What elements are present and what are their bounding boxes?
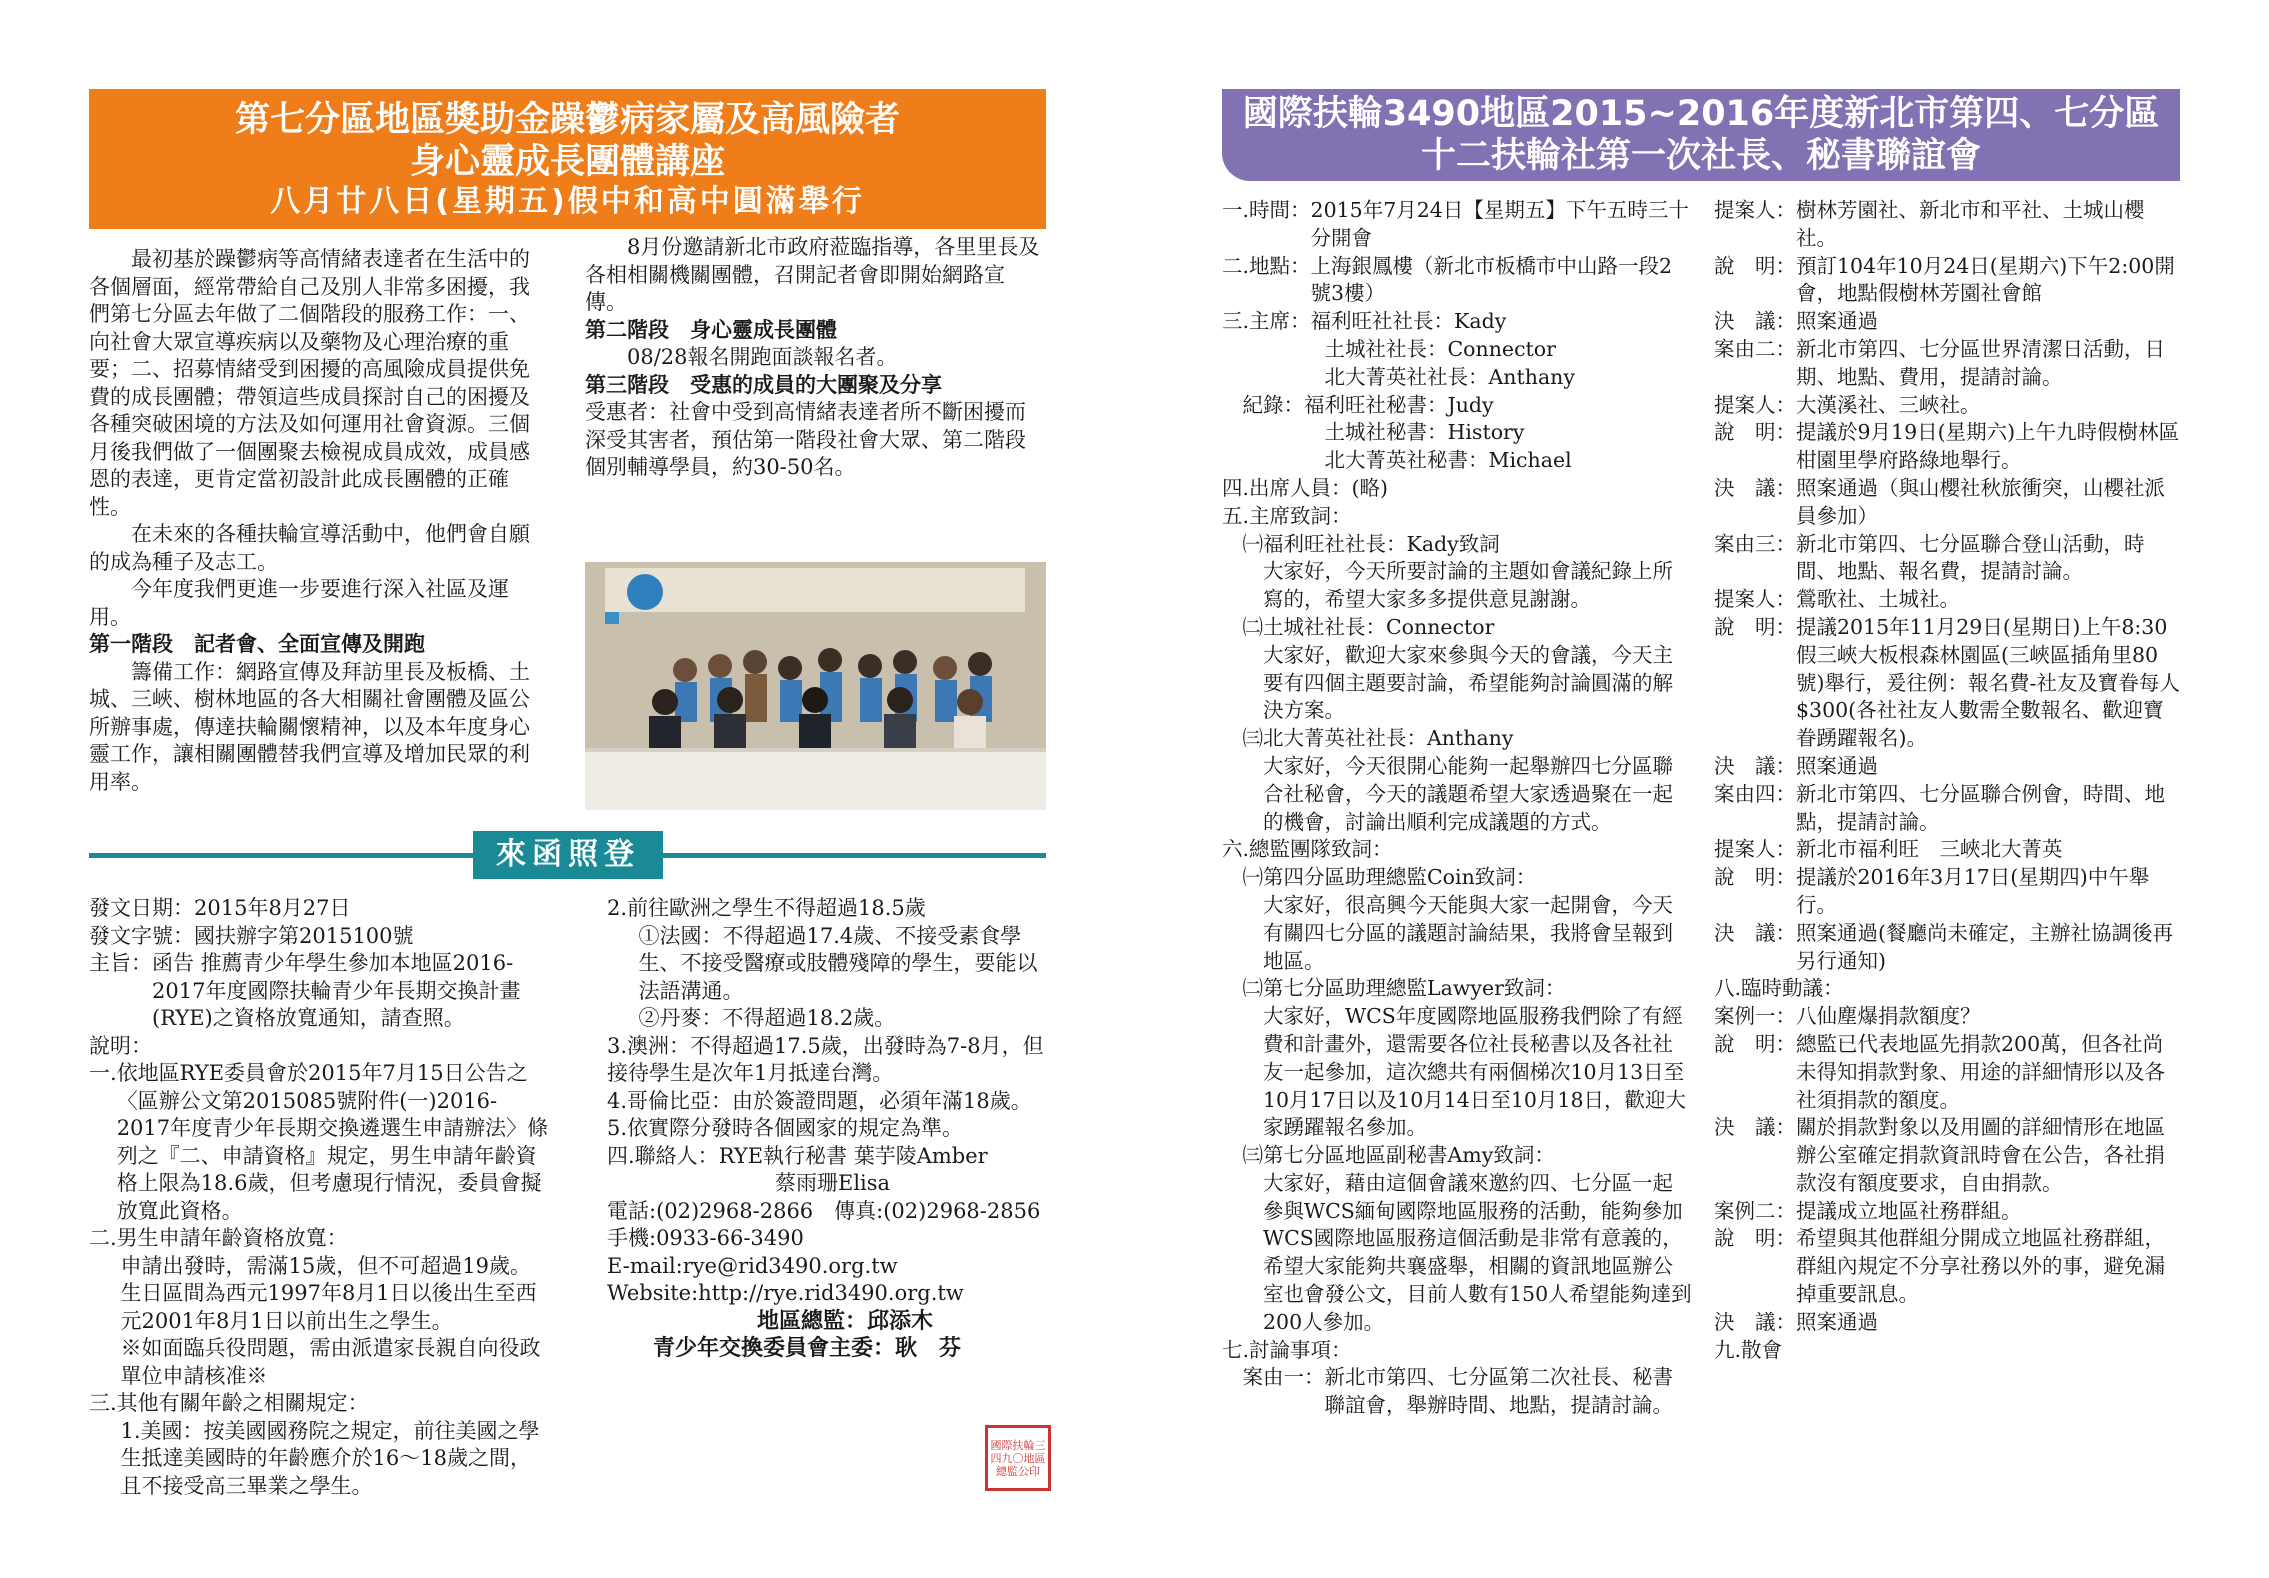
- meeting-line: [1222, 475, 1692, 503]
- meeting-banner: [1222, 89, 2180, 181]
- letter-subitem: ②丹麥：不得超過18.2歲。: [638, 1006, 896, 1030]
- meeting-line: [1714, 475, 2182, 531]
- meeting-line-key: 說 明：: [1714, 865, 1796, 890]
- letter-subject-key: 主旨：: [89, 951, 152, 975]
- article-heading: 第二階段 身心靈成長團體: [585, 317, 837, 342]
- article-column-2: [585, 234, 1046, 482]
- meeting-line-key: 三.主席：: [1222, 309, 1311, 334]
- meeting-line: [1222, 253, 1692, 309]
- meeting-line: [1714, 253, 2182, 309]
- letter-item: 二.男生申請年齡資格放寬：: [89, 1226, 348, 1250]
- meeting-line-key: 說 明：: [1714, 614, 1796, 639]
- article-paragraph: 今年度我們更進一步要進行深入社區及運用。: [89, 577, 509, 629]
- meeting-line: [1714, 1198, 2182, 1226]
- meeting-line: [1222, 1003, 1692, 1142]
- meeting-line-text: [1393, 836, 1692, 864]
- meeting-line-key: 說 明：: [1714, 1226, 1796, 1251]
- meeting-line-key: 案由四：: [1714, 781, 1796, 806]
- meeting-line: [1714, 781, 2182, 837]
- meeting-line-text: 提議於2016年3月17日(星期四)中午舉行。: [1796, 865, 2150, 917]
- meeting-line: [1222, 614, 1692, 642]
- meeting-line: [1714, 836, 2182, 864]
- meeting-line-key: 說 明：: [1714, 1031, 1796, 1056]
- meeting-line: [1222, 503, 1692, 531]
- meeting-line-key: [1222, 558, 1263, 614]
- group-photo-illustration: [585, 562, 1046, 810]
- meeting-column-2: [1714, 197, 2182, 1364]
- article-title-line1: 第七分區地區獎助金躁鬱病家屬及高風險者: [234, 100, 900, 140]
- meeting-column-1: [1222, 197, 1692, 1420]
- meeting-line: [1222, 642, 1692, 725]
- meeting-line: [1222, 892, 1692, 975]
- meeting-line: [1714, 392, 2182, 420]
- meeting-line: [1714, 920, 2182, 976]
- meeting-line-key: 七.討論事項：: [1222, 1337, 1352, 1362]
- meeting-line-text: 鶯歌社、土城社。: [1796, 587, 1960, 612]
- meeting-line-text: 新北市第四、七分區世界清潔日活動，日期、地點、費用，提請討論。: [1796, 336, 2165, 389]
- meeting-line-key: 紀錄：: [1222, 392, 1304, 417]
- meeting-line-text: 關於捐款對象以及用圖的詳細情形在地區辦公室確定捐款資訊時會在公告，各社捐款沒有額度要求，自由捐款。: [1796, 1115, 2165, 1195]
- letter-ref: 發文字號：國扶辦字第2015100號: [89, 923, 414, 948]
- official-seal-text: 國際扶輪三四九〇地區總監公印: [990, 1438, 1046, 1478]
- article-paragraph: 8月份邀請新北市政府蒞臨指導，各里里長及各相相關機關團體，召開記者會即開始網路宣傳。: [585, 235, 1040, 314]
- meeting-line: [1714, 753, 2182, 781]
- meeting-line: [1222, 419, 1692, 447]
- article-paragraph: 受惠者：社會中受到高情緒表達者所不斷困擾而深受其害者，預估第一階段社會大眾、第二階段個別輔導學員，約30-50名。: [585, 400, 1026, 479]
- meeting-line: [1222, 308, 1692, 336]
- meeting-line-text: 大家好，今天很開心能夠一起舉辦四七分區聯合社秘會，今天的議題希望大家透過聚在一起的機會，討論出順利完成議題的方式。: [1263, 753, 1673, 834]
- meeting-line-text: 福利旺社秘書：Judy: [1304, 392, 1494, 417]
- meeting-line-key: 決 議：: [1714, 1115, 1796, 1140]
- meeting-line-text: (略): [1351, 475, 1389, 500]
- letter-subject: [89, 950, 549, 1033]
- letter-subject-text: 函告 推薦青少年學生參加本地區2016-2017年度國際扶輪青少年長期交換計畫(RYE)之資格放寬通知，請查照。: [152, 951, 521, 1030]
- letter-desc-label: 說明：: [89, 1033, 152, 1058]
- meeting-line-key: 決 議：: [1714, 309, 1796, 334]
- meeting-line: [1714, 586, 2182, 614]
- meeting-title-line2: 十二扶輪社第一次社長、秘書聯誼會: [1420, 136, 1981, 176]
- letter-item: [89, 1060, 549, 1225]
- article-title-line2: 身心靈成長團體講座: [409, 142, 725, 182]
- meeting-line: [1222, 1337, 1692, 1365]
- meeting-line-key: 決 議：: [1714, 475, 1796, 500]
- meeting-line-text: 照案通過(餐廳尚未確定，主辦社協調後再另行通知): [1796, 920, 2173, 973]
- meeting-line-text: 第七分區地區副秘書Amy致詞：: [1263, 1143, 1555, 1168]
- meeting-line-key: [1222, 336, 1325, 364]
- meeting-line-text: 大家好，今天所要討論的主題如會議紀錄上所寫的，希望大家多多提供意見謝謝。: [1263, 559, 1673, 612]
- meeting-line: [1714, 1114, 2182, 1197]
- meeting-line: [1714, 336, 2182, 392]
- meeting-line-text: 福利旺社社長：Kady: [1310, 309, 1507, 334]
- meeting-line: [1714, 419, 2182, 475]
- letter-contact-name: 蔡雨珊Elisa: [775, 1171, 891, 1195]
- meeting-line: [1222, 336, 1692, 364]
- meeting-line-key: [1222, 892, 1263, 975]
- letter-subitem: 3.澳洲：不得超過17.5歲，出發時為7-8月，但接待學生是次年1月抵達台灣。: [607, 1033, 1044, 1085]
- meeting-line-text: 土城社社長：Connector: [1324, 336, 1556, 361]
- meeting-line: [1714, 308, 2182, 336]
- letter-signature-chair: 青少年交換委員會主委：耿 芬: [653, 1336, 962, 1361]
- meeting-line-key: 八.臨時動議：: [1714, 976, 1844, 1001]
- meeting-line: [1222, 392, 1692, 420]
- meeting-line: [1222, 447, 1692, 475]
- meeting-line-key: 案由一：: [1222, 1365, 1325, 1390]
- meeting-line-text: 上海銀鳳樓（新北市板橋市中山路一段2號3樓）: [1310, 253, 1673, 306]
- meeting-line: [1714, 1309, 2182, 1337]
- meeting-line-key: 案例一：: [1714, 1004, 1796, 1029]
- meeting-line-key: 四.出席人員：: [1222, 475, 1352, 500]
- meeting-line-text: 大漢溪社、三峽社。: [1796, 392, 1981, 417]
- article-paragraph: 最初基於躁鬱病等高情緒表達者在生活中的各個層面，經常帶給自己及別人非常多困擾，我們第七分區去年做了二個階段的服務工作：一、向社會大眾宣導疾病以及藥物及心理治療的重要；二、招募情緒受到困擾的高風險成員提供免費的成長團體；帶領這些成員探討自己的困擾及各種突破困境的方法及如何運用社會資源。三個月後我們做了一個團聚去檢視成員成效，成員感恩的表達，更肯定當初設計此成長團體的正確性。: [89, 247, 530, 519]
- meeting-line: [1222, 975, 1692, 1003]
- meeting-line-key: [1222, 753, 1263, 836]
- letter-email: E-mail:rye@rid3490.org.tw: [607, 1253, 898, 1278]
- meeting-line-key: 提案人：: [1714, 837, 1796, 862]
- meeting-line-text: 提議於9月19日(星期六)上午九時假樹林區柑園里學府路綠地舉行。: [1796, 420, 2180, 473]
- meeting-line-key: 說 明：: [1714, 420, 1796, 445]
- letter-subitem: ①法國：不得超過17.4歲、不接受素食學生、不接受醫療或肢體殘障的學生，要能以法語溝通。: [638, 923, 1038, 1003]
- meeting-line-key: [1222, 364, 1325, 392]
- meeting-line-text: [1782, 1337, 2182, 1365]
- meeting-line-text: 福利旺社社長：Kady致詞: [1263, 531, 1500, 556]
- meeting-line-text: [1844, 975, 2182, 1003]
- meeting-line-text: 預訂104年10月24日(星期六)下午2:00開會，地點假樹林芳園社會館: [1796, 253, 2175, 306]
- article-heading: 第一階段 記者會、全面宣傳及開跑: [89, 632, 425, 656]
- meeting-line-text: 大家好，藉由這個會議來邀約四、七分區一起參與WCS緬甸國際地區服務的活動，能夠參加WCS國際地區服務這個活動是非常有意義的，希望大家能夠共襄盛舉，相關的資訊地區辦公室也會發公文，目前人數有150人希望能夠達到200人參加。: [1263, 1170, 1692, 1334]
- article-paragraph: 籌備工作：網路宣傳及拜訪里長及板橋、土城、三峽、樹林地區的各大相關社會團體及區公所辦事處，傳達扶輪關懷精神，以及本年度身心靈工作，讓相關團體替我們宣導及增加民眾的利用率。: [89, 659, 530, 794]
- meeting-line: [1222, 1142, 1692, 1170]
- letter-item: 三.其他有關年齡之相關規定：: [89, 1391, 369, 1415]
- letter-subitem: 申請出發時，需滿15歲，但不可超過19歲。: [120, 1253, 531, 1278]
- meeting-line-key: 說 明：: [1714, 253, 1796, 278]
- meeting-line-text: 八仙塵爆捐款額度？: [1796, 1004, 1981, 1029]
- meeting-line-key: [1222, 447, 1325, 475]
- meeting-line-key: 案由二：: [1714, 336, 1796, 361]
- letter-column-1: [89, 895, 549, 1500]
- meeting-line: [1714, 614, 2182, 753]
- letter-item-key: 一.: [89, 1061, 117, 1085]
- letter-column-2: [607, 895, 1047, 1363]
- meeting-line-text: 照案通過: [1796, 309, 1878, 334]
- meeting-line: [1222, 197, 1692, 253]
- meeting-line-key: ㈡: [1222, 976, 1263, 1001]
- meeting-line-text: 大家好，WCS年度國際地區服務我們除了有經費和計畫外，還需要各位社長秘書以及各社社友一起參加，這次總共有兩個梯次10月13日至10月17日以及10月14日至10月18日，歡迎大家踴躍報名參加。: [1263, 1004, 1687, 1140]
- letter-subitem: 1.美國：按美國國務院之規定，前往美國之學生抵達美國時的年齡應介於16〜18歲之間，且不接受高三畢業之學生。: [120, 1418, 540, 1498]
- meeting-line: [1222, 364, 1692, 392]
- meeting-line-text: 土城社秘書：History: [1324, 420, 1525, 445]
- meeting-line: [1714, 1337, 2182, 1365]
- letter-phone: 電話:(02)2968-2866 傳真:(02)2968-2856: [607, 1198, 1041, 1223]
- meeting-line-key: 決 議：: [1714, 1309, 1796, 1334]
- meeting-line-key: 決 議：: [1714, 753, 1796, 778]
- letter-date: 發文日期：2015年8月27日: [89, 896, 351, 920]
- meeting-line: [1222, 864, 1692, 892]
- letter-subitem: 生日區間為西元1997年8月1日以後出生至西元2001年8月1日以前出生之學生。: [120, 1281, 537, 1333]
- letter-subitem: 2.前往歐洲之學生不得超過18.5歲: [607, 896, 926, 920]
- meeting-line-text: 土城社社長：Connector: [1263, 614, 1495, 639]
- article-paragraph: 08/28報名開跑面談報名者。: [627, 345, 898, 369]
- meeting-line-text: 第七分區助理總監Lawyer致詞：: [1263, 976, 1566, 1001]
- meeting-line-key: 提案人：: [1714, 587, 1796, 612]
- meeting-line-key: 二.地點：: [1222, 253, 1311, 278]
- letter-item-text: 依地區RYE委員會於2015年7月15日公告之〈區辦公文第2015085號附件(一)2016-2017年度青少年長期交換遴選生申請辦法〉條列之『二、申請資格』規定，男生申請年齡資格上限為18.6歲，但考慮現行情況，委員會擬放寬此資格。: [116, 1061, 549, 1223]
- meeting-line-text: 大家好，很高興今天能與大家一起開會，今天有關四七分區的議題討論結果，我將會呈報到地區。: [1263, 892, 1673, 973]
- meeting-line-text: 新北市第四、七分區第二次社長、秘書聯誼會，舉辦時間、地點，提請討論。: [1324, 1365, 1673, 1418]
- meeting-line-key: ㈡: [1222, 614, 1263, 639]
- meeting-line-key: 提案人：: [1714, 198, 1796, 222]
- meeting-line-key: 案由三：: [1714, 531, 1796, 556]
- meeting-line-key: [1222, 642, 1263, 725]
- article-banner: [89, 89, 1046, 229]
- meeting-line: [1222, 1170, 1692, 1337]
- meeting-line: [1222, 753, 1692, 836]
- article-heading: 第三階段 受惠的成員的大團聚及分享: [585, 372, 942, 397]
- meeting-line-key: 六.總監團隊致詞：: [1222, 837, 1393, 862]
- article-paragraph: 在未來的各種扶輪宣導活動中，他們會自願的成為種子及志工。: [89, 522, 530, 574]
- meeting-line: [1714, 197, 2182, 253]
- meeting-line-text: 新北市第四、七分區聯合例會，時間、地點，提請討論。: [1796, 781, 2165, 834]
- meeting-line-key: 案例二：: [1714, 1198, 1796, 1223]
- meeting-line-text: 北大菁英社社長：Anthany: [1324, 364, 1575, 389]
- meeting-line-text: 新北市福利旺 三峽北大菁英: [1796, 837, 2063, 862]
- meeting-line: [1714, 1031, 2182, 1114]
- letter-signature-governor: 地區總監：邱添木: [757, 1308, 934, 1334]
- meeting-line-key: ㈠: [1222, 531, 1263, 556]
- meeting-line: [1714, 1225, 2182, 1308]
- meeting-line: [1222, 531, 1692, 559]
- meeting-line-key: 決 議：: [1714, 920, 1796, 945]
- meeting-line-key: [1222, 1003, 1263, 1142]
- meeting-line-text: 照案通過: [1796, 753, 1878, 778]
- meeting-line-key: [1222, 419, 1325, 447]
- meeting-line-key: ㈠: [1222, 865, 1263, 890]
- meeting-line: [1222, 725, 1692, 753]
- letter-subitem: 4.哥倫比亞：由於簽證問題，必須年滿18歲。: [607, 1088, 1032, 1113]
- meeting-line: [1714, 1003, 2182, 1031]
- meeting-line-text: 照案通過: [1796, 1309, 1878, 1334]
- meeting-line: [1222, 1364, 1692, 1420]
- meeting-line: [1222, 558, 1692, 614]
- meeting-line: [1714, 975, 2182, 1003]
- meeting-line-text: 樹林芳園社、新北市和平社、土城山櫻社。: [1796, 198, 2145, 250]
- article-subtitle: 八月廿八日(星期五)假中和高中圓滿舉行: [270, 184, 865, 219]
- meeting-line-text: 新北市第四、七分區聯合登山活動，時間、地點、報名費，提請討論。: [1796, 531, 2145, 584]
- letter-contact-name: RYE執行秘書 葉芋陵Amber: [718, 1143, 988, 1168]
- meeting-line-key: 九.散會: [1714, 1337, 1783, 1362]
- meeting-line-text: 2015年7月24日【星期五】下午五時三十分開會: [1310, 198, 1689, 250]
- meeting-line-key: ㈢: [1222, 1143, 1263, 1168]
- meeting-line-key: 提案人：: [1714, 392, 1796, 417]
- meeting-line-text: 北大菁英社社長：Anthany: [1263, 726, 1514, 751]
- letter-subitem: 5.依實際分發時各個國家的規定為準。: [607, 1116, 964, 1140]
- meeting-line-key: ㈢: [1222, 726, 1263, 751]
- letter-contact: [607, 1143, 1047, 1171]
- meeting-line: [1714, 531, 2182, 587]
- letter-mobile: 手機:0933-66-3490: [607, 1226, 804, 1250]
- group-photo: [585, 562, 1046, 810]
- meeting-line-text: 總監已代表地區先捐款200萬，但各社尚未得知捐款對象、用途的詳細情形以及各社須捐款的額度。: [1796, 1031, 2165, 1112]
- meeting-line-text: 希望與其他群組分開成立地區社務群組，群組內規定不分享社務以外的事，避免漏掉重要訊息。: [1796, 1226, 2165, 1307]
- meeting-line-text: [1352, 1337, 1692, 1365]
- letter-subitem: ※如面臨兵役問題，需由派遣家長親自向役政單位申請核准※: [120, 1336, 541, 1388]
- meeting-line-text: [1352, 503, 1692, 531]
- meeting-line-text: 提議2015年11月29日(星期日)上午8:30假三峽大板根森林園區(三峽區插角里80號)舉行，爰往例：報名費-社友及寶眷每人$300(各社社友人數需全數報名、歡迎寶眷踴躍報名)。: [1796, 614, 2180, 751]
- meeting-line-text: 大家好，歡迎大家來參與今天的會議，今天主要有四個主題要討論，希望能夠討論圓滿的解決方案。: [1263, 642, 1673, 723]
- official-seal: [985, 1425, 1051, 1491]
- letter-section-tag: 來函照登: [473, 831, 663, 879]
- meeting-line-key: 五.主席致詞：: [1222, 503, 1352, 528]
- meeting-line: [1222, 836, 1692, 864]
- meeting-line: [1714, 864, 2182, 920]
- meeting-line-key: 一.時間：: [1222, 198, 1311, 222]
- article-column-1: [89, 246, 549, 796]
- meeting-line-text: 北大菁英社秘書：Michael: [1324, 448, 1572, 473]
- meeting-title-line1: 國際扶輪3490地區2015~2016年度新北市第四、七分區: [1242, 94, 2160, 134]
- letter-website: Website:http://rye.rid3490.org.tw: [607, 1281, 964, 1305]
- letter-contact-key: 四.聯絡人：: [607, 1143, 719, 1168]
- meeting-line-text: 第四分區助理總監Coin致詞：: [1263, 865, 1537, 890]
- meeting-line-key: [1222, 1170, 1263, 1337]
- meeting-line-text: 提議成立地區社務群組。: [1796, 1198, 2022, 1223]
- meeting-line-text: 照案通過（與山櫻社秋旅衝突，山櫻社派員參加）: [1796, 475, 2165, 528]
